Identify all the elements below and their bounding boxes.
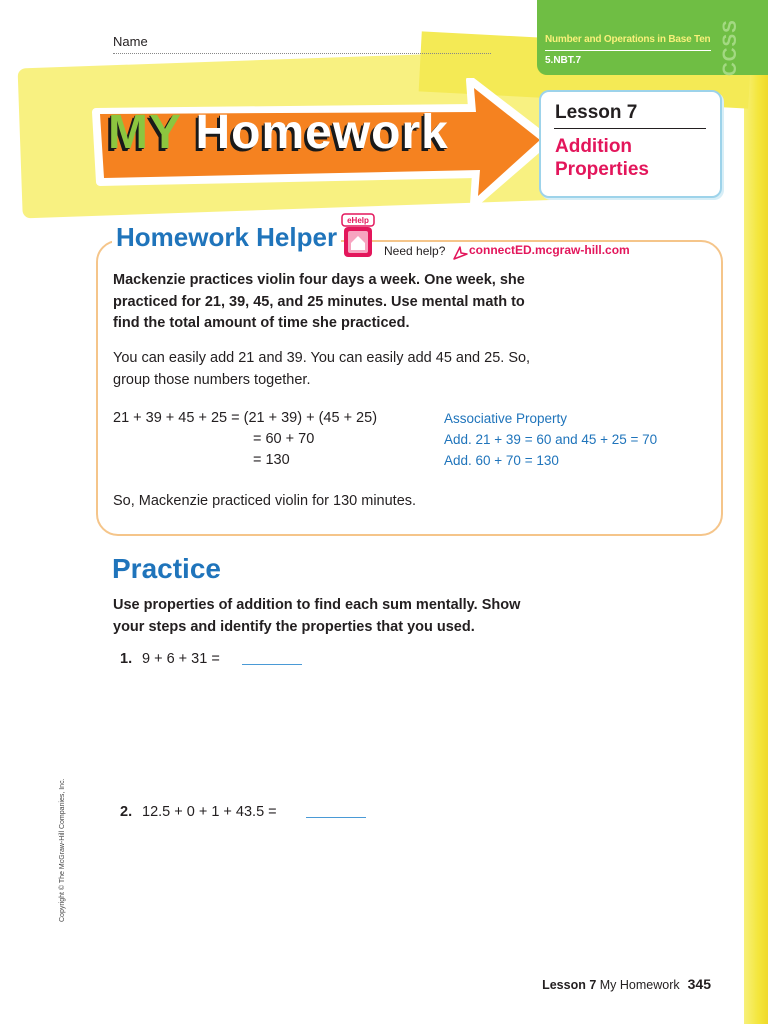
side-highlight-strip bbox=[744, 60, 768, 1024]
page-footer bbox=[542, 976, 711, 992]
banner-homework: Homework bbox=[195, 106, 449, 159]
question-1-answer-blank[interactable] bbox=[242, 664, 302, 665]
ehelp-icon[interactable] bbox=[340, 213, 376, 259]
name-input-line[interactable] bbox=[113, 53, 491, 54]
solution-step-3: = 130 bbox=[253, 452, 290, 468]
need-help-label: Need help? bbox=[384, 244, 446, 258]
footer-label: My Homework bbox=[599, 978, 680, 992]
step-note-2: Add. 21 + 39 = 60 and 45 + 25 = 70 bbox=[444, 432, 658, 447]
banner-title bbox=[108, 105, 449, 160]
question-2-answer-blank[interactable] bbox=[306, 817, 366, 818]
ccss-domain: Number and Operations in Base Ten bbox=[545, 34, 711, 45]
ccss-divider bbox=[545, 50, 711, 51]
question-1-expression: 9 + 6 + 31 = bbox=[142, 651, 220, 667]
lesson-title-line2: Properties bbox=[555, 159, 649, 180]
homework-helper-heading: Homework Helper bbox=[112, 222, 341, 253]
practice-heading: Practice bbox=[112, 553, 221, 584]
lesson-divider bbox=[554, 128, 706, 129]
ehelp-label: eHelp bbox=[347, 216, 369, 225]
banner-my: MY bbox=[108, 106, 182, 159]
connected-link[interactable]: connectED.mcgraw-hill.com bbox=[469, 243, 634, 257]
ccss-standard-code: 5.NBT.7 bbox=[545, 55, 582, 66]
lesson-title-line1: Addition bbox=[555, 136, 633, 157]
copyright-notice: Copyright © The McGraw-Hill Companies, Inc. bbox=[59, 778, 66, 922]
footer-lesson: Lesson 7 bbox=[542, 978, 597, 992]
question-1-number: 1. bbox=[120, 651, 133, 667]
solution-step-1: 21 + 39 + 45 + 25 = (21 + 39) + (45 + 25) bbox=[113, 410, 378, 426]
explanation-text: You can easily add 21 and 39. You can easily add 45 and 25. So, group those numbers together. bbox=[113, 350, 531, 388]
question-2-number: 2. bbox=[120, 804, 133, 820]
practice-instructions: Use properties of addition to find each sum mentally. Show your steps and identify the properties that you used. bbox=[113, 597, 521, 635]
step-note-3: Add. 60 + 70 = 130 bbox=[444, 453, 559, 468]
step-note-1: Associative Property bbox=[444, 411, 568, 426]
cursor-arrow-icon bbox=[451, 244, 469, 262]
solution-step-2: = 60 + 70 bbox=[253, 431, 315, 447]
lesson-number: Lesson 7 bbox=[555, 102, 638, 123]
conclusion-text: So, Mackenzie practiced violin for 130 minutes. bbox=[113, 493, 417, 509]
problem-text: Mackenzie practices violin four days a week. One week, she practiced for 21, 39, 45, and 25 minutes. Use mental math to find the total amount of time she practiced. bbox=[113, 272, 525, 331]
lesson-title bbox=[555, 135, 649, 181]
question-2-expression: 12.5 + 0 + 1 + 43.5 = bbox=[142, 804, 277, 820]
page-number: 345 bbox=[687, 976, 711, 992]
ccss-badge: CCSS bbox=[720, 19, 741, 76]
name-label: Name bbox=[113, 34, 148, 49]
